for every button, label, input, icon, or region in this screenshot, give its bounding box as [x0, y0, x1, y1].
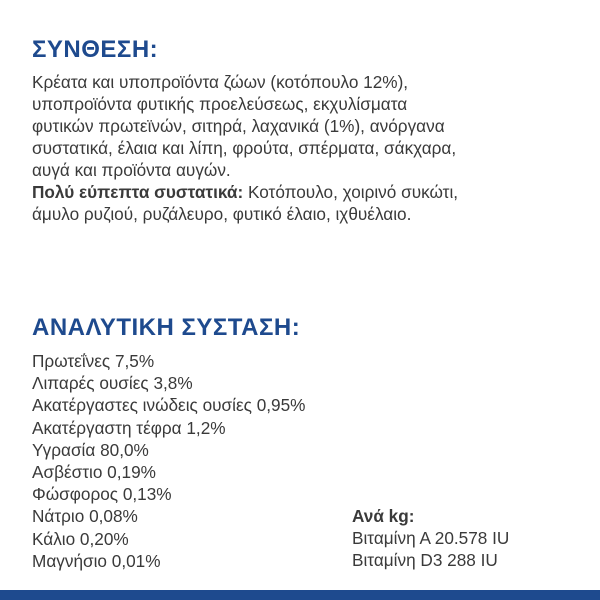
digestible-ingredients-text [32, 181, 592, 225]
analysis-item: Μαγνήσιο 0,01% [32, 550, 161, 571]
vitamins-heading: Ανά kg: [352, 506, 415, 526]
digestible-ingredients-line: άμυλο ρυζιού, ρυζάλευρο, φυτικό έλαιο, ιχθυέλαιο. [32, 204, 412, 224]
composition-line: υποπροϊόντα φυτικής προελεύσεως, εκχυλίσματα [32, 94, 408, 114]
analysis-item: Νάτριο 0,08% [32, 506, 138, 527]
analysis-heading: ΑΝΑΛΥΤΙΚΗ ΣΥΣΤΑΣΗ: [32, 314, 301, 341]
analysis-item: Ακατέργαστη τέφρα 1,2% [32, 417, 226, 438]
composition-line: φυτικών πρωτεϊνών, σιτηρά, λαχανικά (1%), ανόργανα [32, 116, 445, 136]
composition-text [32, 71, 592, 181]
composition-line: αυγά και προϊόντα αυγών. [32, 160, 231, 180]
digestible-ingredients-line [32, 181, 592, 203]
composition-line: συστατικά, έλαια και λίπη, φρούτα, σπέρματα, σάκχαρα, [32, 138, 457, 158]
analysis-item: Πρωτεΐνες 7,5% [32, 351, 155, 371]
vitamin-item: Βιταμίνη D3 288 IU [352, 550, 498, 571]
analysis-item: Κάλιο 0,20% [32, 528, 129, 549]
composition-heading: ΣΥΝΘΕΣΗ: [32, 36, 159, 63]
digestible-ingredients-value: Κοτόπουλο, χοιρινό συκώτι, [243, 182, 459, 202]
analysis-item: Φώσφορος 0,13% [32, 484, 172, 505]
bottom-accent-bar [0, 590, 600, 600]
vitamin-item: Βιταμίνη Α 20.578 IU [352, 528, 510, 549]
vitamins-block [352, 505, 509, 572]
analysis-item: Ασβέστιο 0,19% [32, 462, 156, 483]
analysis-item: Υγρασία 80,0% [32, 439, 149, 460]
analysis-item: Λιπαρές ουσίες 3,8% [32, 373, 193, 394]
digestible-ingredients-label: Πολύ εύπεπτα συστατικά: [32, 182, 244, 202]
composition-line: Κρέατα και υποπροϊόντα ζώων (κοτόπουλο 12%), [32, 72, 409, 92]
analysis-list [32, 350, 305, 572]
analysis-item: Ακατέργαστες ινώδεις ουσίες 0,95% [32, 395, 306, 416]
